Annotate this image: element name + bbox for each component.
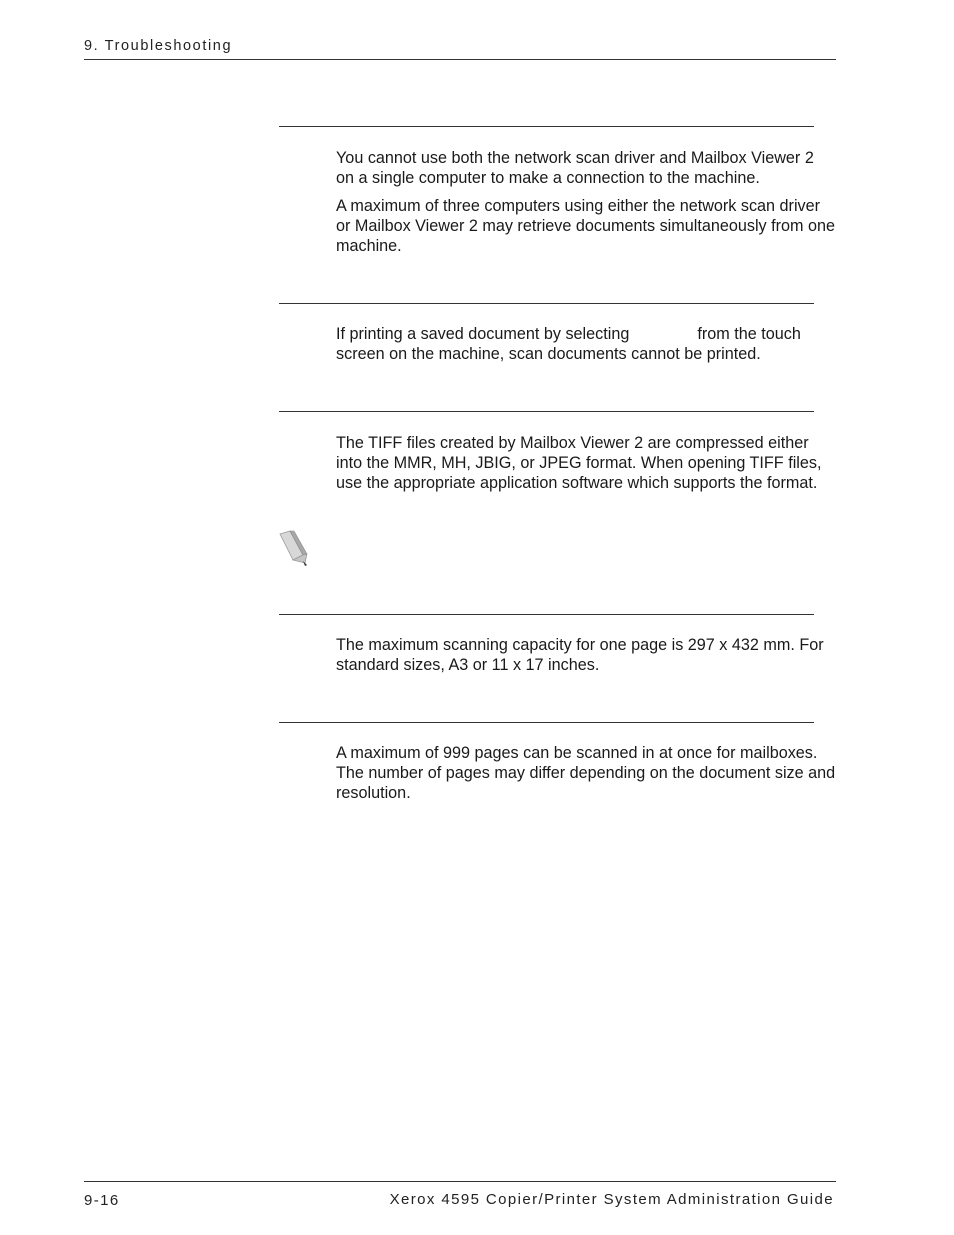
section-divider [279, 722, 814, 723]
section-divider [279, 614, 814, 615]
section-3-paragraph: The TIFF files created by Mailbox Viewer 2 are compressed either into the MMR, MH, JBIG, or JPEG format. When opening TIFF files, use the appropriate application software which supports the format. [336, 434, 822, 493]
section-2-text-part1: If printing a saved document by selecting [336, 325, 630, 343]
section-divider [279, 303, 814, 304]
section-1-paragraph-1: You cannot use both the network scan driver and Mailbox Viewer 2 on a single computer to make a connection to the machine. [336, 149, 814, 188]
page-number: 9-16 [84, 1192, 120, 1209]
note-pencil-icon [276, 530, 310, 568]
section-divider [279, 411, 814, 412]
footer-divider [84, 1181, 836, 1182]
section-1-paragraph-2: A maximum of three computers using either the network scan driver or Mailbox Viewer 2 may retrieve documents simultaneously from one machine. [336, 197, 836, 256]
header-divider [84, 59, 836, 60]
chapter-title: 9. Troubleshooting [84, 38, 233, 54]
section-4-paragraph: The maximum scanning capacity for one page is 297 x 432 mm. For standard sizes, A3 or 11 x 17 inches. [336, 636, 824, 675]
guide-title: Xerox 4595 Copier/Printer System Administration Guide [389, 1191, 834, 1208]
section-5-paragraph: A maximum of 999 pages can be scanned in at once for mailboxes. The number of pages may differ depending on the document size and resolution. [336, 744, 836, 803]
section-divider [279, 126, 814, 127]
section-2-paragraph [336, 324, 836, 364]
section-2-text-part2: from the touch screen on the machine, scan documents cannot be printed. [336, 325, 801, 364]
